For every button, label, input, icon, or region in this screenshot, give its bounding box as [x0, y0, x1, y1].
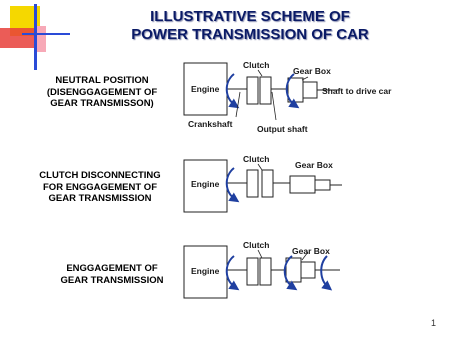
crankshaft-label: Crankshaft	[188, 119, 233, 129]
clutch-label: Clutch	[243, 154, 270, 164]
gearbox-input	[290, 176, 315, 193]
deco-pink-bar	[36, 26, 46, 52]
rotation-arrow-engine	[227, 168, 236, 200]
clutch-plate-1	[247, 258, 258, 285]
caption-line: CLUTCH DISCONNECTING	[39, 170, 161, 181]
crankshaft-pointer	[236, 92, 240, 117]
deco-blue-vline	[34, 4, 37, 70]
clutch-plate-2	[260, 258, 271, 285]
gearbox-output	[303, 82, 317, 98]
clutch-label: Clutch	[243, 60, 270, 70]
clutch-pointer	[258, 164, 262, 170]
gearbox-label: Gear Box	[295, 160, 333, 170]
engine-label: Engine	[191, 179, 220, 189]
rotation-arrow-drive-shaft	[321, 256, 329, 288]
rotation-arrow-engine	[227, 256, 236, 288]
caption-line: NEUTRAL POSITION	[55, 75, 149, 86]
clutch-plate-1	[247, 170, 258, 197]
caption-line: ENGGAGEMENT OF	[66, 263, 158, 274]
clutch-plate-2	[262, 170, 273, 197]
caption-line: GEAR TRANSMISSON)	[50, 98, 154, 109]
caption-line: GEAR TRANSMISSION	[48, 193, 152, 204]
output-shaft-label: Output shaft	[257, 124, 308, 134]
deco-red-square	[0, 28, 34, 48]
gearbox-output	[315, 180, 330, 190]
output-shaft-pointer	[272, 92, 276, 120]
gearbox-output	[301, 262, 315, 278]
clutch-label: Clutch	[243, 240, 270, 250]
gearbox-input	[288, 78, 303, 102]
caption-line: FOR ENGGAGEMENT OF	[43, 181, 157, 193]
gearbox-label: Gear Box	[293, 66, 331, 76]
engine-label: Engine	[191, 266, 220, 276]
scene-disconnect-caption	[30, 170, 170, 205]
page-number: 1	[431, 318, 437, 328]
clutch-pointer	[258, 250, 262, 258]
rotation-arrow-engine	[227, 74, 236, 106]
scene-neutral-caption	[32, 75, 172, 110]
slide-title-line-1: ILLUSTRATIVE SCHEME OF	[150, 8, 350, 25]
clutch-plate-1	[247, 77, 258, 104]
engine-label: Engine	[191, 84, 220, 94]
clutch-plate-2	[260, 77, 271, 104]
clutch-pointer	[258, 70, 262, 76]
scene-engaged-caption	[42, 263, 182, 286]
gearbox-label: Gear Box	[292, 246, 330, 256]
slide-title-line-2: POWER TRANSMISSION OF CAR	[131, 26, 369, 43]
caption-line: (DISENGGAGEMENT OF	[46, 86, 158, 98]
shaft-to-car-label: Shaft to drive car	[322, 86, 392, 96]
caption-line: GEAR TRANSMISSION	[60, 274, 164, 286]
